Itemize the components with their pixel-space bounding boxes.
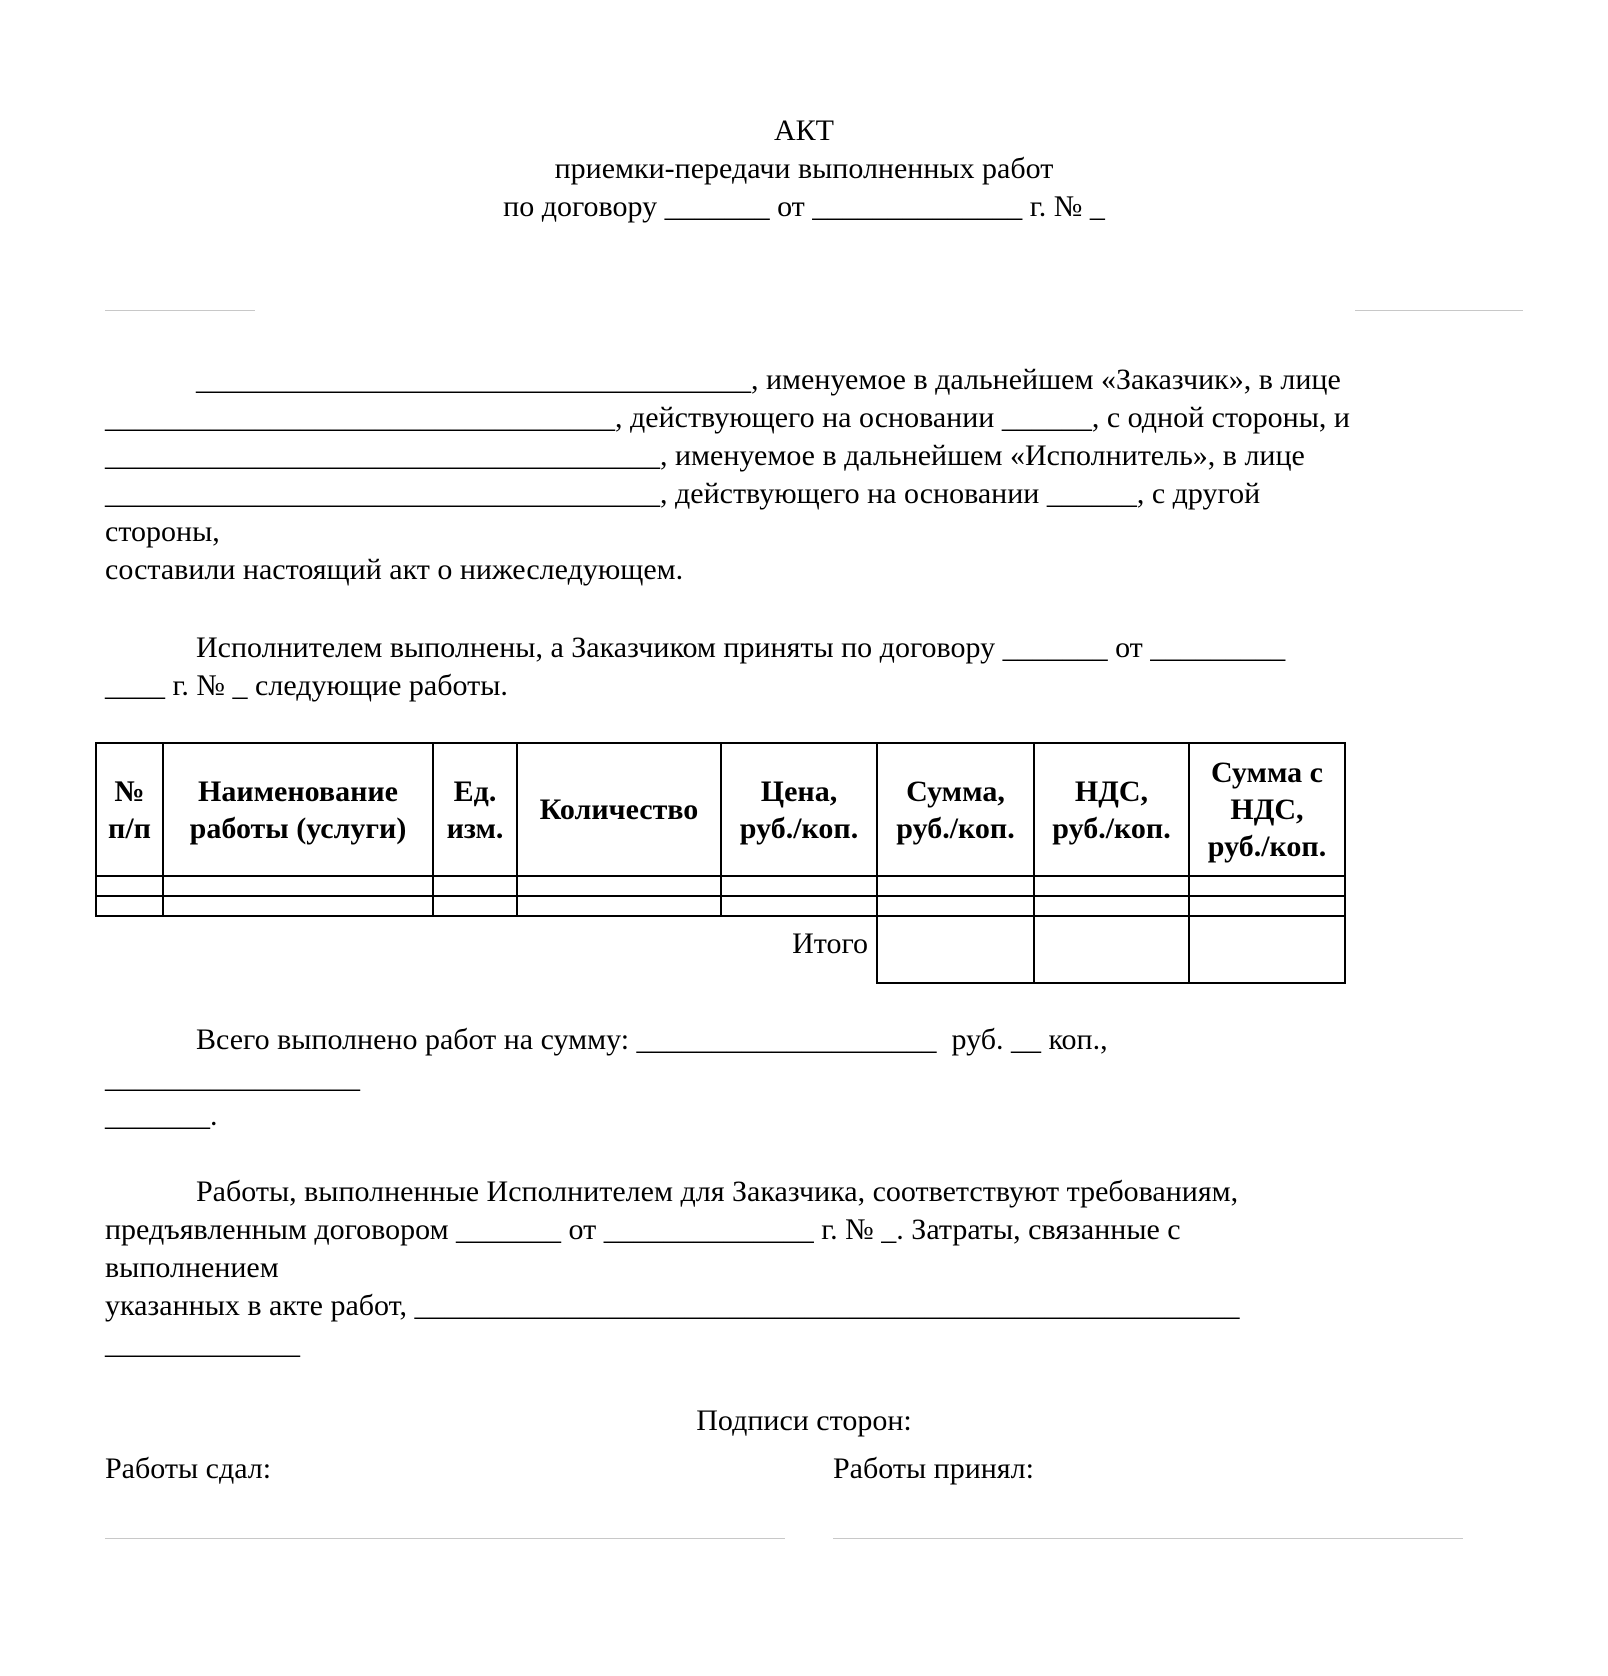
header-cell-unit: Ед. изм. xyxy=(433,743,517,876)
header-cell-sum-with-vat: Сумма с НДС, руб./коп. xyxy=(1189,743,1345,876)
total-sum-line-2: _________________ xyxy=(105,1061,360,1094)
table-row xyxy=(96,896,1345,916)
header-cell-price: Цена, руб./коп. xyxy=(721,743,877,876)
table-cell[interactable] xyxy=(163,896,433,916)
accepted-label: Работы принял: xyxy=(833,1452,1034,1485)
header-cell-name: Наименование работы (услуги) xyxy=(163,743,433,876)
table-cell[interactable] xyxy=(96,896,163,916)
place-line xyxy=(105,310,255,311)
table-cell[interactable] xyxy=(877,876,1034,896)
table-cell[interactable] xyxy=(517,876,721,896)
document-title: АКТ xyxy=(774,114,834,147)
delivered-signature-line xyxy=(105,1538,785,1539)
total-sum-line-1: Всего выполнено работ на сумму: ____________________ руб. __ коп., xyxy=(196,1023,1108,1056)
accepted-signature-line xyxy=(833,1538,1463,1539)
works-table xyxy=(95,742,1346,984)
header-cell-sum: Сумма, руб./коп. xyxy=(877,743,1034,876)
parties-line-3: _____________________________________, именуемое в дальнейшем «Исполнитель», в лице xyxy=(105,439,1305,472)
total-vat-cell[interactable] xyxy=(1034,916,1189,983)
contract-line: по договору _______ от ______________ г. № _ xyxy=(503,190,1105,223)
total-label: Итого xyxy=(792,927,868,960)
total-sum-cell[interactable] xyxy=(877,916,1034,983)
table-cell[interactable] xyxy=(721,896,877,916)
table-total-row xyxy=(96,916,1345,983)
parties-line-5: стороны, xyxy=(105,515,220,548)
header-cell-quantity: Количество xyxy=(517,743,721,876)
parties-line-4: _____________________________________, действующего на основании ______, с другой xyxy=(105,477,1261,510)
compliance-line-1: Работы, выполненные Исполнителем для Заказчика, соответствуют требованиям, xyxy=(196,1175,1239,1208)
table-cell[interactable] xyxy=(1189,896,1345,916)
header-cell-number: № п/п xyxy=(96,743,163,876)
parties-line-2: __________________________________, действующего на основании ______, с одной стороны, и xyxy=(105,401,1350,434)
parties-line-6: составили настоящий акт о нижеследующем. xyxy=(105,553,684,586)
table-cell[interactable] xyxy=(163,876,433,896)
table-header-row xyxy=(96,743,1345,876)
compliance-line-4: указанных в акте работ, _______________________________________________________ xyxy=(105,1289,1240,1322)
compliance-line-5: _____________ xyxy=(105,1327,300,1360)
table-cell[interactable] xyxy=(433,876,517,896)
table-cell[interactable] xyxy=(96,876,163,896)
table-cell[interactable] xyxy=(721,876,877,896)
total-sum-line-3: _______. xyxy=(105,1099,218,1132)
table-cell[interactable] xyxy=(1034,876,1189,896)
intro-line-1: Исполнителем выполнены, а Заказчиком приняты по договору _______ от _________ xyxy=(196,631,1286,664)
document-subtitle: приемки-передачи выполненных работ xyxy=(554,152,1054,185)
table-row xyxy=(96,876,1345,896)
compliance-line-2: предъявленным договором _______ от ______________ г. № _. Затраты, связанные с xyxy=(105,1213,1181,1246)
intro-line-2: ____ г. № _ следующие работы. xyxy=(105,669,508,702)
total-sum-with-vat-cell[interactable] xyxy=(1189,916,1345,983)
table-cell[interactable] xyxy=(517,896,721,916)
compliance-line-3: выполнением xyxy=(105,1251,279,1284)
table-cell[interactable] xyxy=(1034,896,1189,916)
parties-line-1: _____________________________________, именуемое в дальнейшем «Заказчик», в лице xyxy=(196,363,1341,396)
table-cell[interactable] xyxy=(433,896,517,916)
delivered-label: Работы сдал: xyxy=(105,1452,272,1485)
header-cell-vat: НДС, руб./коп. xyxy=(1034,743,1189,876)
signatures-heading: Подписи сторон: xyxy=(696,1404,912,1437)
table-cell[interactable] xyxy=(1189,876,1345,896)
date-line xyxy=(1355,310,1523,311)
table-cell[interactable] xyxy=(877,896,1034,916)
